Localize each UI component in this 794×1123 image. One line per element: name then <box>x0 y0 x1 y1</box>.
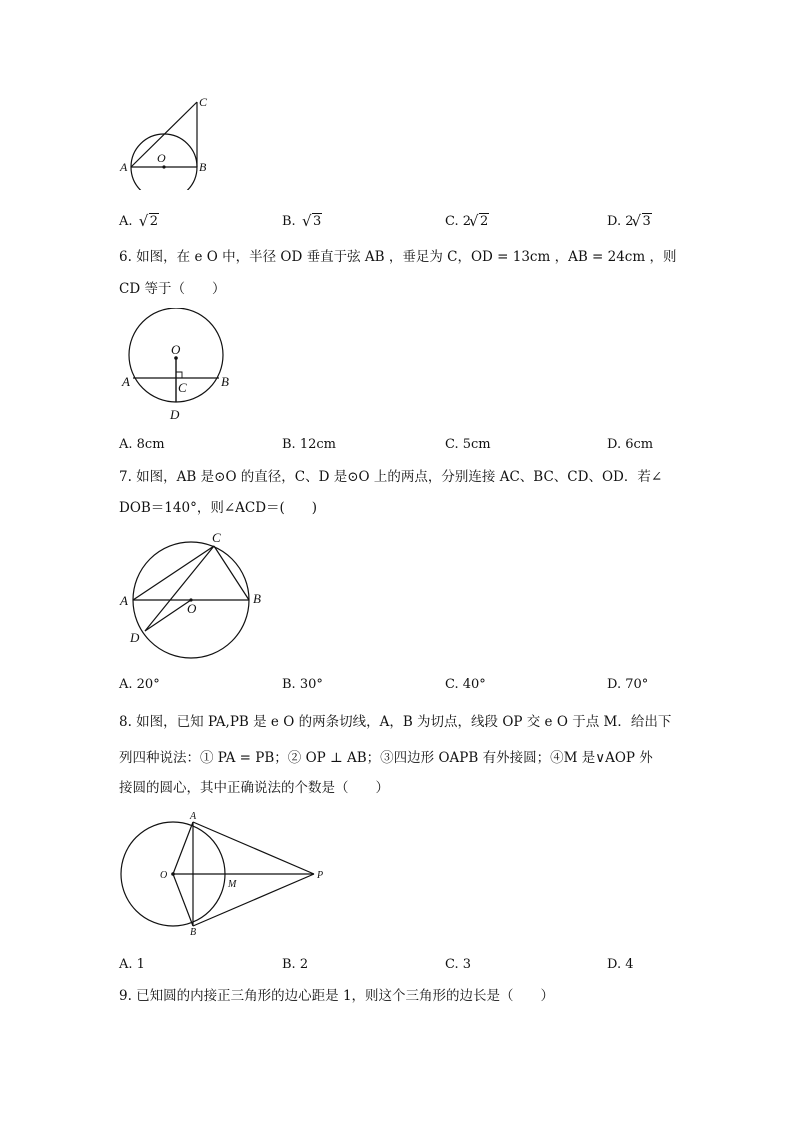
q6-option-d[interactable]: D. 6cm <box>607 437 654 452</box>
q7-stem-line2: DOB＝140°，则∠ACD＝( ) <box>119 500 318 516</box>
q7-option-d[interactable]: D. 70° <box>607 677 649 692</box>
q7-label-b: B <box>253 591 261 606</box>
q6-figure <box>115 308 240 426</box>
q6-label-o: O <box>171 342 181 357</box>
q8-figure <box>112 808 337 943</box>
q6-label-d: D <box>170 407 180 422</box>
q7-label-c: C <box>212 530 221 545</box>
q5-option-a[interactable]: A. √ 2 <box>119 214 159 229</box>
q7-label-o: O <box>187 601 197 616</box>
q5-label-c: C <box>199 95 208 109</box>
q7-label-a: A <box>120 593 128 608</box>
q8-option-d[interactable]: D. 4 <box>607 957 634 972</box>
q8-stem-line2: 列四种说法：① PA = PB；② OP ⊥ AB；③四边形 OAPB 有外接圆；④M 是∨AOP 外 <box>119 750 653 766</box>
q7-label-d: D <box>130 630 140 645</box>
q5-option-c[interactable]: C. 2√ 2 <box>445 214 489 229</box>
q5-label-b: B <box>199 160 207 174</box>
sqrt-symbol: √ 2 <box>471 214 489 229</box>
q6-label-b: B <box>221 374 229 389</box>
sqrt-symbol: √ 3 <box>304 214 322 229</box>
q8-label-p: P <box>317 870 324 881</box>
sqrt-symbol: √ 2 <box>141 214 159 229</box>
q7-option-c[interactable]: C. 40° <box>445 677 486 692</box>
q6-option-a[interactable]: A. 8cm <box>119 437 165 452</box>
q8-option-c[interactable]: C. 3 <box>445 957 472 972</box>
q8-stem-line1: 8. 如图，已知 PA,PB 是 e O 的两条切线，A，B 为切点，线段 OP 交 e O 于点 M．给出下 <box>119 714 672 730</box>
q8-label-a: A <box>190 811 197 822</box>
q5-option-b[interactable]: B. √ 3 <box>282 214 322 229</box>
q7-stem-line1: 7. 如图，AB 是⊙O 的直径，C、D 是⊙O 上的两点，分别连接 AC、BC、CD、OD．若∠ <box>119 469 663 485</box>
q5-label-a: A <box>120 160 128 174</box>
q9-stem-line1: 9. 已知圆的内接正三角形的边心距是 1，则这个三角形的边长是（ ） <box>119 988 555 1004</box>
q5-option-d[interactable]: D. 2√ 3 <box>607 214 652 229</box>
q6-label-c: C <box>178 380 187 395</box>
q6-stem-line2: CD 等于（ ） <box>119 281 226 297</box>
q6-stem-line1: 6. 如图，在 e O 中，半径 OD 垂直于弦 AB ，垂足为 C，OD = 13cm ，AB = 24cm ，则 <box>119 249 677 265</box>
q8-label-o: O <box>160 870 168 881</box>
q6-option-c[interactable]: C. 5cm <box>445 437 491 452</box>
q8-option-b[interactable]: B. 2 <box>282 957 309 972</box>
q8-label-m: M <box>228 879 237 890</box>
q7-option-b[interactable]: B. 30° <box>282 677 323 692</box>
q6-option-b[interactable]: B. 12cm <box>282 437 336 452</box>
q5-figure <box>110 90 220 190</box>
q6-label-a: A <box>122 374 130 389</box>
q7-figure <box>112 528 272 663</box>
sqrt-symbol: √ 3 <box>634 214 652 229</box>
q8-option-a[interactable]: A. 1 <box>119 957 145 972</box>
q8-stem-line3: 接圆的圆心，其中正确说法的个数是（ ） <box>119 780 389 796</box>
q5-label-o: O <box>157 151 166 165</box>
q8-label-b: B <box>190 927 197 938</box>
q7-option-a[interactable]: A. 20° <box>119 677 160 692</box>
